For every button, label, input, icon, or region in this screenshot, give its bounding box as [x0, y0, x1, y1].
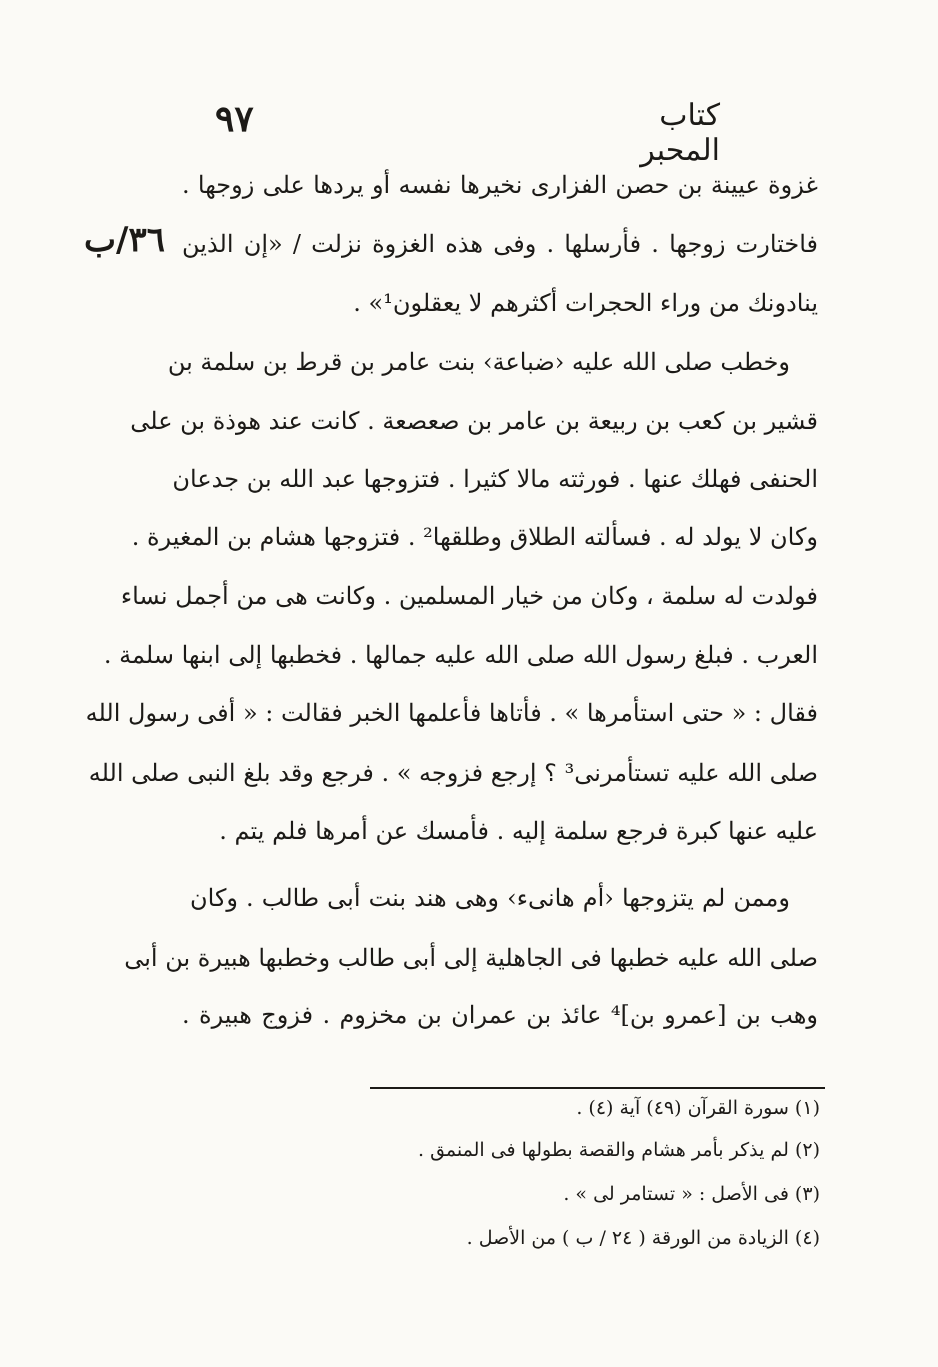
text-line: فاختارت زوجها . فأرسلها . وفى هذه الغزوة نزلت / «إن الذين	[182, 230, 818, 258]
text-line: قشير بن كعب بن ربيعة بن عامر بن صعصعة . كانت عند هوذة بن على	[130, 407, 818, 435]
page-number: ٩٧	[215, 98, 254, 140]
footnote: (٤) الزيادة من الورقة ( ٢٤ / ب ) من الأصل .	[466, 1227, 820, 1249]
margin-folio-reference: ٣٦/ب	[84, 220, 165, 260]
text-line: العرب . فبلغ رسول الله صلى الله عليه جمالها . فخطبها إلى ابنها سلمة .	[103, 641, 818, 669]
footnote: (١) سورة القرآن (٤٩) آية (٤) .	[576, 1097, 820, 1119]
footnote: (٢) لم يذكر بأمر هشام والقصة بطولها فى المنمق .	[417, 1139, 820, 1161]
text-line: فولدت له سلمة ، وكان من خيار المسلمين . وكانت هى من أجمل نساء	[120, 582, 818, 610]
text-line: وخطب صلى الله عليه ‹ضباعة› بنت عامر بن قرط بن سلمة بن	[167, 348, 790, 376]
footnote: (٣) فى الأصل : « تستامر لى » .	[563, 1183, 820, 1205]
text-line: ينادونك من وراء الحجرات أكثرهم لا يعقلون¹» .	[353, 289, 818, 317]
running-head-title: كتاب المحبر	[640, 98, 720, 168]
text-line: وهب بن [عمرو بن]⁴ عائذ بن عمران بن مخزوم . فزوج هبيرة .	[182, 1001, 818, 1029]
text-line: صلى الله عليه خطبها فى الجاهلية إلى أبى طالب وخطبها هبيرة بن أبى	[124, 944, 818, 972]
text-line: صلى الله عليه تستأمرنى³ ؟ إرجع فزوجه » . فرجع وقد بلغ النبى صلى الله	[88, 759, 818, 787]
text-line: وكان لا يولد له . فسألته الطلاق وطلقها² . فتزوجها هشام بن المغيرة .	[131, 523, 818, 551]
text-line: وممن لم يتزوجها ‹أم هانىء› وهى هند بنت أبى طالب . وكان	[190, 884, 790, 912]
text-line: الحنفى فهلك عنها . فورثته مالا كثيرا . فتزوجها عبد الله بن جدعان	[172, 465, 818, 493]
text-line: عليه عنها كبرة فرجع سلمة إليه . فأمسك عن أمرها فلم يتم .	[219, 817, 818, 845]
text-line: غزوة عيينة بن حصن الفزارى نخيرها نفسه أو يردها على زوجها .	[182, 171, 818, 199]
text-line: فقال : « حتى استأمرها » . فأتاها فأعلمها الخبر فقالت : « أفى رسول الله	[85, 699, 818, 727]
footnote-separator	[370, 1087, 825, 1089]
